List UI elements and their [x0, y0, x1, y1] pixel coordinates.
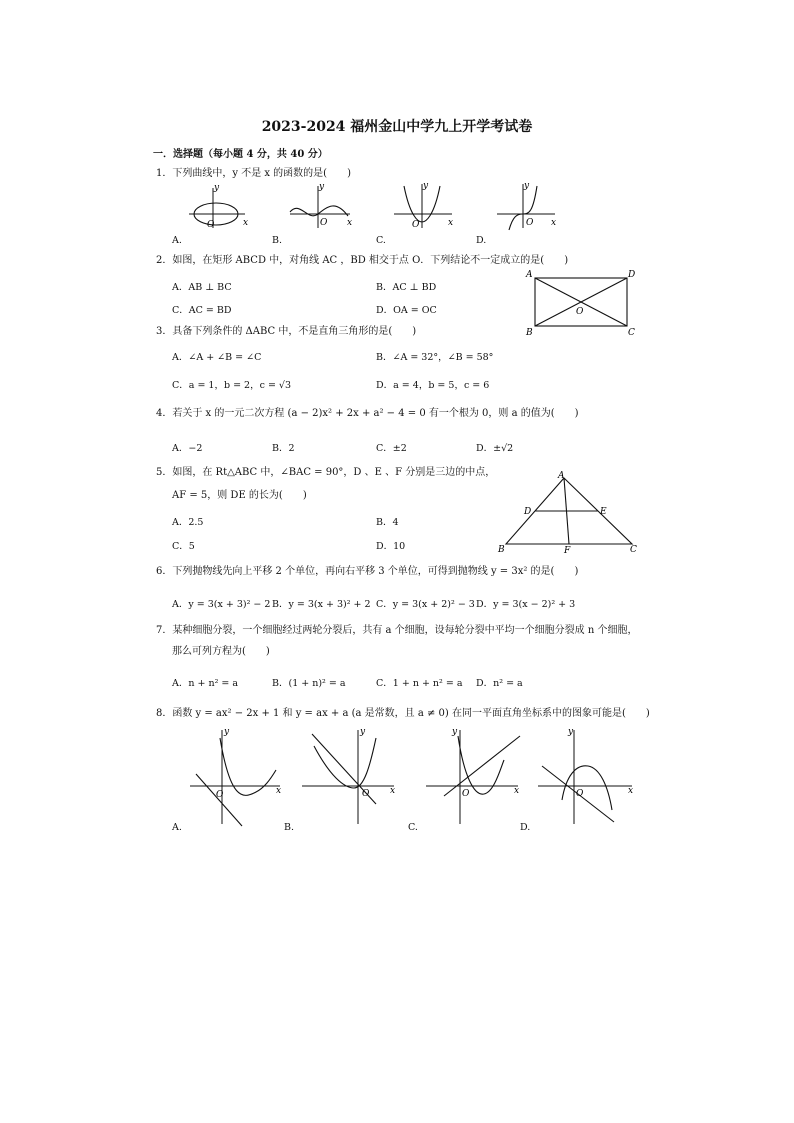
y-label: y	[452, 727, 458, 737]
q2-option-b: B．AC ⊥ BD	[376, 282, 437, 293]
y-label: y	[568, 727, 574, 737]
point-b-label: B	[526, 328, 533, 338]
q2-rectangle-figure	[525, 268, 640, 340]
q7-option-b: B．(1 + n)² = a	[272, 678, 346, 689]
origin-label: O	[207, 220, 215, 230]
origin-label: O	[362, 789, 370, 799]
q3-option-b: B．∠A = 32°，∠B = 58°	[376, 352, 494, 363]
q5-option-b: B．4	[376, 517, 399, 528]
point-d-label: D	[628, 270, 636, 280]
q8-graph-b	[300, 726, 405, 826]
x-label: x	[628, 786, 634, 796]
point-a-label: A	[526, 270, 533, 280]
q1-graph-d	[495, 182, 575, 232]
x-label: x	[514, 786, 520, 796]
point-b-label: B	[498, 545, 505, 555]
q6-option-d: D．y = 3(x − 2)² + 3	[476, 599, 576, 610]
q4-option-b: B．2	[272, 443, 295, 454]
q8-option-c: C.	[408, 822, 418, 833]
point-c-label: C	[630, 545, 637, 555]
q8-option-a: A.	[172, 822, 182, 833]
q7-option-a: A．n + n² = a	[172, 678, 239, 689]
y-label: y	[423, 181, 429, 191]
point-d-label: D	[524, 507, 532, 517]
origin-label: O	[320, 218, 328, 228]
question-7-stem: 7．某种细胞分裂，一个细胞经过两轮分裂后，共有 a 个细胞，设每轮分裂中平均一个细胞分裂成 n 个细胞，	[156, 625, 638, 636]
q6-option-a: A．y = 3(x + 3)² − 2	[172, 599, 271, 610]
q8-graph-d	[536, 726, 641, 826]
origin-label: O	[526, 218, 534, 228]
q7-option-d: D．n² = a	[476, 678, 523, 689]
x-label: x	[243, 218, 249, 228]
question-8-stem: 8．函数 y = ax² − 2x + 1 和 y = ax + a (a 是常数，且 a ≠ 0) 在同一平面直角坐标系中的图象可能是( )	[156, 708, 650, 719]
point-o-label: O	[576, 307, 584, 317]
question-4-stem: 4．若关于 x 的一元二次方程 (a − 2)x² + 2x + a² − 4 = 0 有一个根为 0，则 a 的值为( )	[156, 408, 579, 419]
q6-option-b: B．y = 3(x + 3)² + 2	[272, 599, 371, 610]
y-label: y	[524, 181, 530, 191]
q5-option-a: A．2.5	[172, 517, 204, 528]
x-label: x	[276, 786, 282, 796]
q4-option-c: C．±2	[376, 443, 407, 454]
origin-label: O	[412, 220, 420, 230]
q5-triangle-figure	[496, 470, 641, 555]
q8-graph-a	[186, 726, 291, 826]
q4-option-a: A．−2	[172, 443, 203, 454]
question-1-stem: 1．下列曲线中，y 不是 x 的函数的是( )	[156, 168, 351, 179]
question-3-stem: 3．具备下列条件的 ΔABC 中，不是直角三角形的是( )	[156, 326, 417, 337]
q3-option-a: A．∠A + ∠B = ∠C	[172, 352, 262, 363]
point-c-label: C	[628, 328, 635, 338]
q8-option-d: D.	[520, 822, 531, 833]
q1-option-a: A.	[172, 235, 182, 246]
q8-option-b: B.	[284, 822, 295, 833]
q1-graph-c	[392, 182, 472, 232]
parabola-curve	[314, 738, 376, 788]
x-label: x	[448, 218, 454, 228]
y-label: y	[224, 727, 230, 737]
line-graph	[444, 736, 520, 796]
x-label: x	[390, 786, 396, 796]
x-label: x	[347, 218, 353, 228]
parabola-curve	[220, 738, 276, 795]
line-graph	[196, 774, 242, 826]
q6-option-c: C．y = 3(x + 2)² − 3	[376, 599, 475, 610]
point-e-label: E	[600, 507, 607, 517]
parabola-curve	[458, 736, 504, 794]
y-label: y	[319, 182, 325, 192]
q1-graph-a	[185, 182, 265, 232]
x-label: x	[551, 218, 557, 228]
question-6-stem: 6．下列抛物线先向上平移 2 个单位，再向右平移 3 个单位，可得到抛物线 y = 3x² 的是( )	[156, 566, 579, 577]
origin-label: O	[576, 789, 584, 799]
q1-option-d: D.	[476, 235, 487, 246]
question-2-stem: 2．如图，在矩形 ABCD 中，对角线 AC ，BD 相交于点 O．下列结论不一定成立的是( )	[156, 255, 569, 266]
y-label: y	[360, 727, 366, 737]
point-a-label: A	[558, 471, 565, 481]
page-title: 2023-2024 福州金山中学九上开学考试卷	[261, 119, 533, 135]
origin-label: O	[216, 790, 224, 800]
q2-option-d: D．OA = OC	[376, 305, 437, 316]
q3-option-d: D．a = 4，b = 5，c = 6	[376, 380, 490, 391]
question-5-stem: 5．如图，在 Rt△ABC 中，∠BAC = 90°，D 、E 、F 分别是三边的中点，	[156, 467, 496, 478]
question-7-stem-line2: 那么可列方程为( )	[172, 646, 270, 657]
q1-option-c: C.	[376, 235, 386, 246]
q3-option-c: C．a = 1，b = 2，c = √3	[172, 380, 292, 391]
q2-option-c: C．AC = BD	[172, 305, 232, 316]
q5-option-d: D．10	[376, 541, 406, 552]
q7-option-c: C．1 + n + n² = a	[376, 678, 463, 689]
y-label: y	[214, 183, 220, 193]
point-f-label: F	[564, 546, 571, 556]
section-heading: 一．选择题（每小题 4 分，共 40 分）	[153, 149, 328, 160]
question-5-stem-line2: AF = 5，则 DE 的长为( )	[172, 490, 307, 501]
q1-option-b: B.	[272, 235, 283, 246]
q2-option-a: A．AB ⊥ BC	[172, 282, 232, 293]
q1-graph-b	[288, 182, 368, 232]
origin-label: O	[462, 789, 470, 799]
q5-option-c: C．5	[172, 541, 195, 552]
q8-graph-c	[424, 726, 529, 826]
q4-option-d: D．±√2	[476, 443, 514, 454]
